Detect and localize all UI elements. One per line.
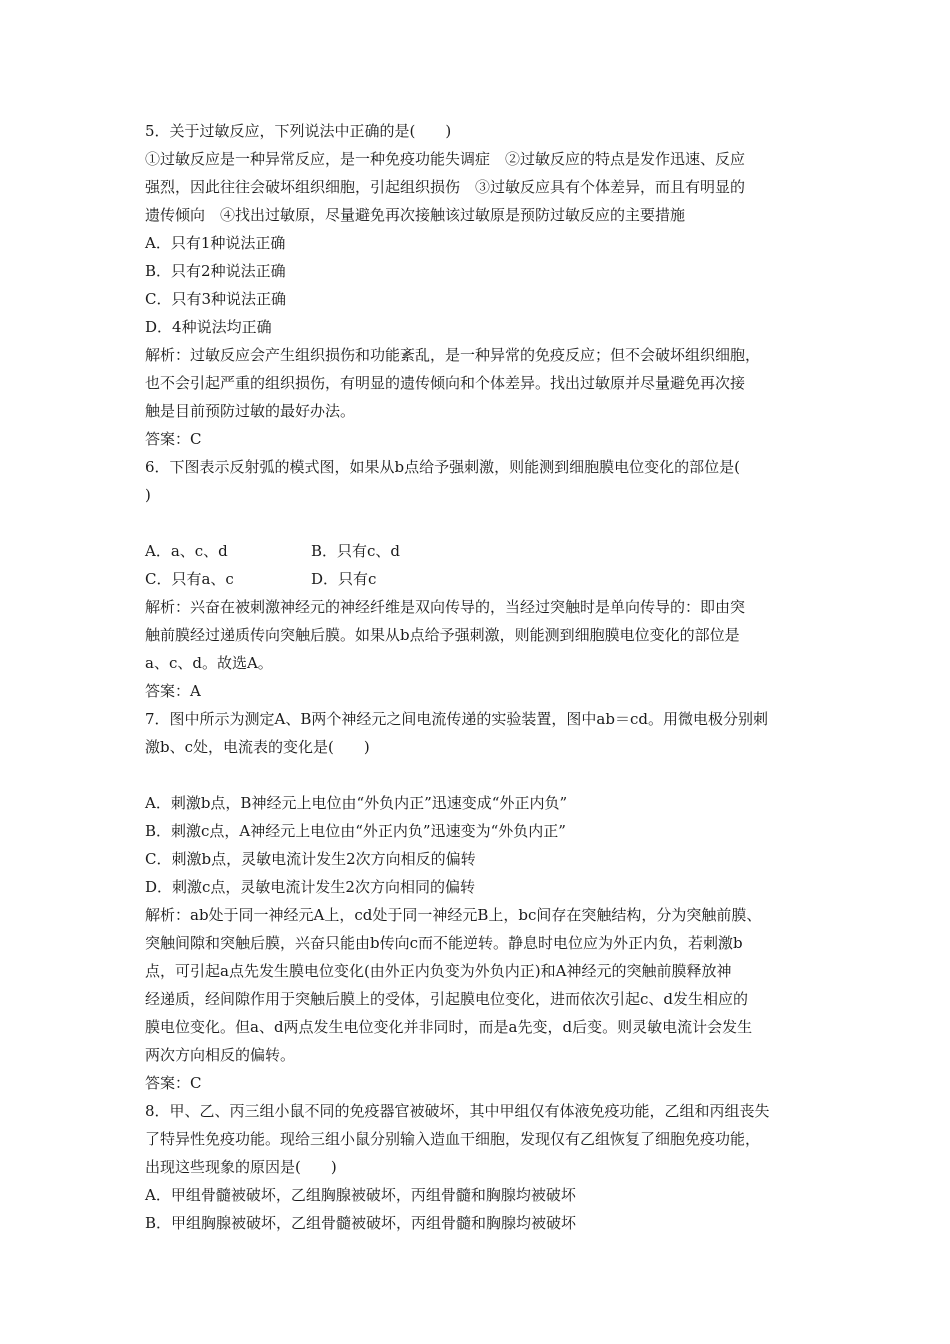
analysis-line: 解析：ab处于同一神经元A上，cd处于同一神经元B上，bc间存在突触结构，分为突触前膜、 bbox=[145, 906, 762, 924]
analysis-line: 解析：过敏反应会产生组织损伤和功能紊乱，是一种异常的免疫反应；但不会破坏组织细胞， bbox=[145, 346, 761, 364]
question-8 bbox=[145, 1097, 815, 1237]
analysis-line: 膜电位变化。但a、d两点发生电位变化并非同时，而是a先变，d后变。则灵敏电流计会发生 bbox=[145, 1018, 753, 1036]
analysis-line: 经递质，经间隙作用于突触后膜上的受体，引起膜电位变化，进而依次引起c、d发生相应的 bbox=[145, 990, 749, 1008]
analysis-line: 解析：兴奋在被刺激神经元的神经纤维是双向传导的，当经过突触时是单向传导的：即由突 bbox=[145, 598, 746, 616]
analysis-line: 突触间隙和突触后膜，兴奋只能由b传向c而不能逆转。静息时电位应为外正内负，若刺激b bbox=[145, 934, 743, 952]
option-a: A．a、c、d bbox=[145, 542, 228, 560]
option-d: D．4种说法均正确 bbox=[145, 318, 272, 336]
option-c: C．只有a、c bbox=[145, 570, 234, 588]
figure-placeholder bbox=[145, 509, 815, 537]
analysis-line: 两次方向相反的偏转。 bbox=[145, 1046, 296, 1064]
question-stem: 5．关于过敏反应，下列说法中正确的是( ) bbox=[145, 122, 452, 140]
question-stem-cont: 出现这些现象的原因是( ) bbox=[145, 1158, 337, 1176]
option-c: C．刺激b点，灵敏电流计发生2次方向相反的偏转 bbox=[145, 850, 476, 868]
question-stem-cont: ) bbox=[145, 486, 151, 504]
option-b: B．刺激c点，A神经元上电位由“外正内负”迅速变为“外负内正” bbox=[145, 822, 566, 840]
analysis-line: 触是目前预防过敏的最好办法。 bbox=[145, 402, 356, 420]
question-6 bbox=[145, 453, 815, 705]
document-page bbox=[145, 117, 815, 1237]
analysis-line: 点，可引起a点先发生膜电位变化(由外正内负变为外负内正)和A神经元的突触前膜释放神 bbox=[145, 962, 732, 980]
option-a: A．只有1种说法正确 bbox=[145, 234, 286, 252]
figure-placeholder bbox=[145, 761, 815, 789]
answer: 答案：C bbox=[145, 1074, 202, 1092]
question-5 bbox=[145, 117, 815, 453]
option-row bbox=[145, 537, 815, 565]
question-stem: 8．甲、乙、丙三组小鼠不同的免疫器官被破坏，其中甲组仅有体液免疫功能，乙组和丙组丧失 bbox=[145, 1102, 770, 1120]
option-d: D．只有c bbox=[311, 570, 377, 588]
option-a: A．刺激b点，B神经元上电位由“外负内正”迅速变成“外正内负” bbox=[145, 794, 568, 812]
option-b: B．甲组胸腺被破坏，乙组骨髓被破坏，丙组骨髓和胸腺均被破坏 bbox=[145, 1214, 577, 1232]
answer: 答案：A bbox=[145, 682, 201, 700]
analysis-line: 也不会引起严重的组织损伤，有明显的遗传倾向和个体差异。找出过敏原并尽量避免再次接 bbox=[145, 374, 746, 392]
statement-line: 强烈，因此往往会破坏组织细胞，引起组织损伤 ③过敏反应具有个体差异，而且有明显的 bbox=[145, 178, 746, 196]
option-row bbox=[145, 565, 815, 593]
question-7 bbox=[145, 705, 815, 1097]
analysis-line: 触前膜经过递质传向突触后膜。如果从b点给予强刺激，则能测到细胞膜电位变化的部位是 bbox=[145, 626, 740, 644]
statement-line: 遗传倾向 ④找出过敏原，尽量避免再次接触该过敏原是预防过敏反应的主要措施 bbox=[145, 206, 686, 224]
option-b: B．只有c、d bbox=[311, 542, 401, 560]
question-stem: 7．图中所示为测定A、B两个神经元之间电流传递的实验装置，图中ab＝cd。用微电极分别刺 bbox=[145, 710, 768, 728]
option-a: A．甲组骨髓被破坏，乙组胸腺被破坏，丙组骨髓和胸腺均被破坏 bbox=[145, 1186, 576, 1204]
option-c: C．只有3种说法正确 bbox=[145, 290, 287, 308]
analysis-line: a、c、d。故选A。 bbox=[145, 654, 273, 672]
option-d: D．刺激c点，灵敏电流计发生2次方向相同的偏转 bbox=[145, 878, 475, 896]
question-stem-cont: 了特异性免疫功能。现给三组小鼠分别输入造血干细胞，发现仅有乙组恢复了细胞免疫功能， bbox=[145, 1130, 761, 1148]
option-b: B．只有2种说法正确 bbox=[145, 262, 286, 280]
statement-line: ①过敏反应是一种异常反应，是一种免疫功能失调症 ②过敏反应的特点是发作迅速、反应 bbox=[145, 150, 746, 168]
question-stem: 6．下图表示反射弧的模式图，如果从b点给予强刺激，则能测到细胞膜电位变化的部位是( bbox=[145, 458, 741, 476]
question-stem-cont: 激b、c处，电流表的变化是( ) bbox=[145, 738, 370, 756]
answer: 答案：C bbox=[145, 430, 202, 448]
